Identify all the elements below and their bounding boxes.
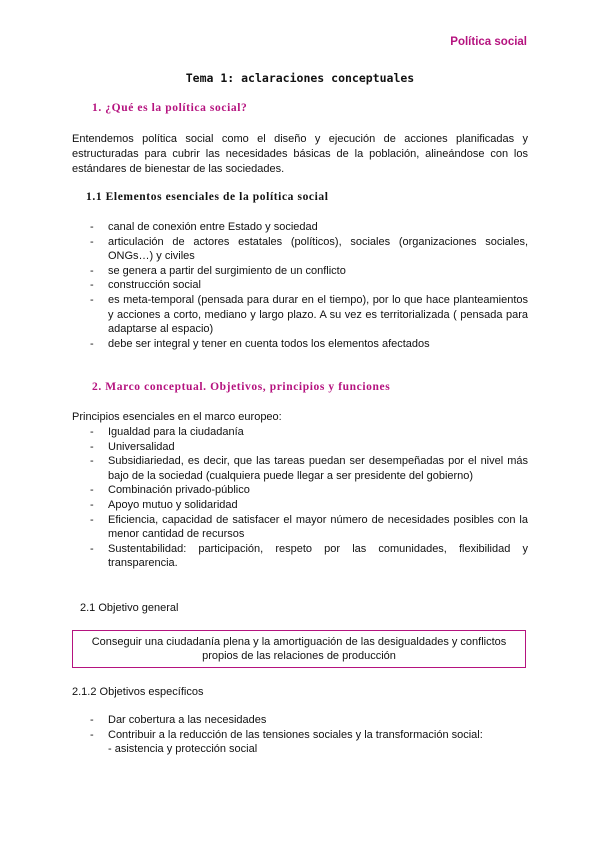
section-1-heading: 1. ¿Qué es la política social? xyxy=(92,102,248,114)
principles-intro: Principios esenciales en el marco europeo: xyxy=(72,411,282,423)
list-item: - Contribuir a la reducción de las tensiones sociales y la transformación social: xyxy=(90,728,483,741)
dash-bullet: - xyxy=(90,484,94,497)
list-item-sub: - asistencia y protección social xyxy=(108,743,258,756)
list-item: - Igualdad para la ciudadanía xyxy=(90,426,244,438)
list-item: - se genera a partir del surgimiento de un conflicto xyxy=(90,264,346,277)
dash-bullet: - xyxy=(90,440,94,453)
dash-bullet: - xyxy=(90,513,94,526)
list-item: - canal de conexión entre Estado y sociedad xyxy=(90,221,318,233)
page-title: Tema 1: aclaraciones conceptuales xyxy=(185,71,415,85)
list-item: - Combinación privado-público xyxy=(90,484,250,497)
specific-objectives-heading: 2.1.2 Objetivos específicos xyxy=(72,686,204,698)
section-1-paragraph: Entendemos política social como el diseño y ejecución de acciones planificadas y estructuradas para cubrir las necesidades básicas de la población, alineándose con los estándares de bienestar de las sociedades. xyxy=(72,133,528,175)
principles-list xyxy=(90,425,528,571)
section-1-1-heading: 1.1 Elementos esenciales de la política social xyxy=(86,191,329,203)
dash-bullet: - xyxy=(90,498,94,511)
dash-bullet: - xyxy=(90,426,94,438)
list-item: - articulación de actores estatales (políticos), sociales (organizaciones sociales, ONGs…) y civiles xyxy=(90,235,528,263)
dash-bullet: - xyxy=(90,337,94,350)
dash-bullet: - xyxy=(90,221,94,233)
list-item: - Universalidad xyxy=(90,440,175,453)
dash-bullet: - xyxy=(90,728,94,741)
dash-bullet: - xyxy=(90,235,94,248)
specific-objectives-list xyxy=(90,713,528,757)
list-item: - Eficiencia, capacidad de satisfacer el mayor número de necesidades posibles con la menor cantidad de recursos xyxy=(90,513,528,541)
header-subject: Política social xyxy=(450,36,527,48)
dash-bullet: - xyxy=(90,542,94,555)
list-item: - Subsidiariedad, es decir, que las tareas puedan ser desempeñadas por el nivel más bajo de la sociedad (cualquiera puede llegar a ser presidente del gobierno) xyxy=(90,455,528,482)
section-2-heading: 2. Marco conceptual. Objetivos, principios y funciones xyxy=(92,381,391,393)
dash-bullet: - xyxy=(90,293,94,306)
list-item: - Apoyo mutuo y solidaridad xyxy=(90,498,238,511)
dash-bullet: - xyxy=(90,455,94,468)
list-item: - es meta-temporal (pensada para durar en el tiempo), por lo que hace planteamientos y acciones a corto, mediano y largo plazo. A su vez es territorializada ( pensada para adaptarse al espacio) xyxy=(90,293,528,336)
list-item: - debe ser integral y tener en cuenta todos los elementos afectados xyxy=(90,337,430,350)
objective-general-box xyxy=(72,630,526,668)
essential-elements-list xyxy=(90,220,528,351)
objective-general-heading: 2.1 Objetivo general xyxy=(80,602,179,614)
list-item: - construcción social xyxy=(90,279,201,292)
dash-bullet: - xyxy=(90,279,94,292)
list-item: - Sustentabilidad: participación, respeto por las comunidades, flexibilidad y transparencia. xyxy=(90,542,528,570)
dash-bullet: - xyxy=(90,714,94,726)
dash-bullet: - xyxy=(90,264,94,277)
objective-general-text: Conseguir una ciudadanía plena y la amortiguación de las desigualdades y conflictos propios de las relaciones de producción xyxy=(91,636,507,662)
list-item: - Dar cobertura a las necesidades xyxy=(90,714,267,726)
